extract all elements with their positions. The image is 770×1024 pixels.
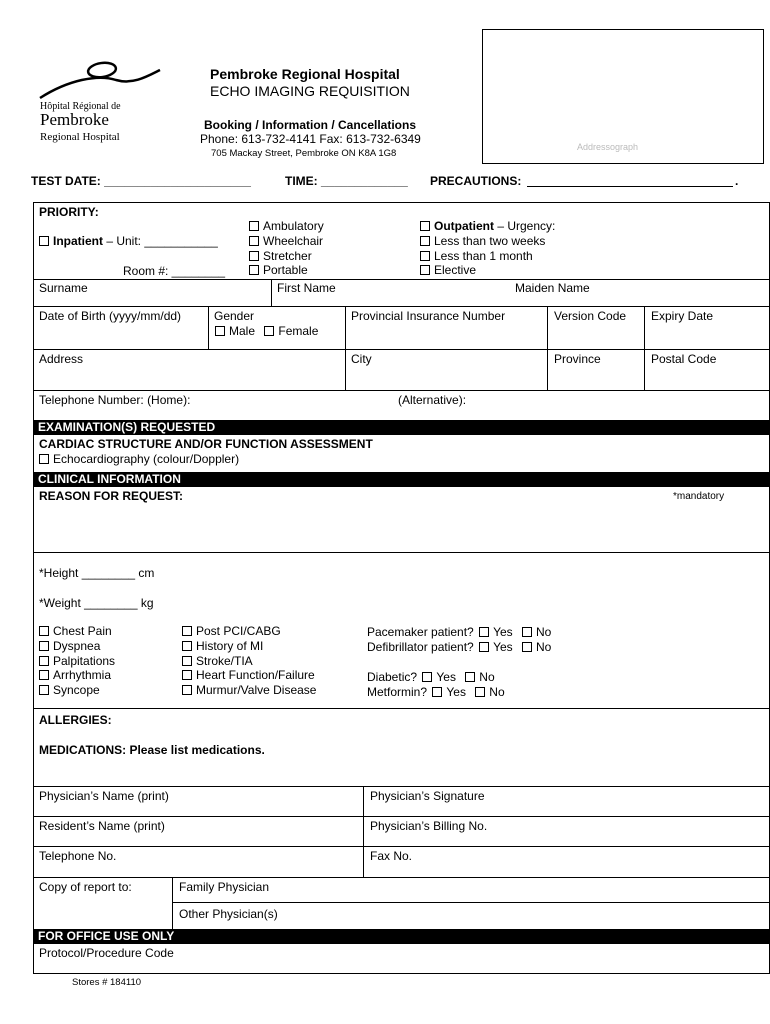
option-label: Chest Pain bbox=[53, 624, 112, 638]
yes-label: Yes bbox=[493, 640, 513, 654]
phone-fax: Phone: 613-732-4141 Fax: 613-732-6349 bbox=[200, 132, 421, 146]
logo-line3: Regional Hospital bbox=[40, 131, 120, 143]
option-label: Murmur/Valve Disease bbox=[196, 683, 317, 698]
option-label: Less than two weeks bbox=[434, 233, 546, 248]
yes-label: Yes bbox=[446, 685, 466, 699]
home-phone-field[interactable]: Telephone Number: (Home): bbox=[39, 393, 191, 407]
family-physician-field[interactable]: Family Physician bbox=[179, 880, 270, 894]
addressograph-label: Addressograph bbox=[577, 142, 639, 152]
pacemaker-label: Pacemaker patient? bbox=[367, 625, 474, 639]
precautions-label: PRECAUTIONS: bbox=[430, 174, 522, 188]
symptom-chest-pain[interactable] bbox=[39, 624, 115, 639]
weight-field[interactable]: *Weight ________ kg bbox=[39, 596, 154, 610]
option-label: Dyspnea bbox=[53, 638, 101, 653]
history-column bbox=[182, 624, 316, 698]
checkbox[interactable] bbox=[249, 236, 259, 246]
metformin-yes-checkbox[interactable] bbox=[432, 687, 442, 697]
checkbox[interactable] bbox=[39, 641, 49, 651]
checkbox[interactable] bbox=[39, 685, 49, 695]
precautions-line[interactable] bbox=[527, 186, 733, 187]
option-label: History of MI bbox=[196, 638, 264, 653]
exam-section-header: EXAMINATION(S) REQUESTED bbox=[33, 420, 769, 435]
no-label: No bbox=[536, 625, 552, 639]
inpatient-checkbox[interactable] bbox=[39, 236, 49, 246]
checkbox[interactable] bbox=[182, 656, 192, 666]
priority-label: PRIORITY: bbox=[39, 205, 99, 219]
cardiac-assessment-label: CARDIAC STRUCTURE AND/OR FUNCTION ASSESSMENT bbox=[39, 437, 373, 451]
divider bbox=[33, 816, 770, 817]
female-checkbox[interactable] bbox=[264, 326, 274, 336]
address-field[interactable]: Address bbox=[39, 352, 84, 366]
allergies-field[interactable]: ALLERGIES: bbox=[39, 713, 112, 727]
addressograph-box[interactable] bbox=[482, 29, 764, 164]
checkbox[interactable] bbox=[182, 670, 192, 680]
copy-to-label: Copy of report to: bbox=[39, 880, 132, 894]
gender-options bbox=[215, 324, 318, 338]
divider bbox=[33, 390, 770, 391]
telephone-field[interactable]: Telephone No. bbox=[39, 849, 117, 863]
divider bbox=[644, 306, 645, 390]
logo-line1: Hôpital Régional de bbox=[40, 101, 121, 112]
divider bbox=[33, 786, 770, 787]
outpatient-label: Outpatient bbox=[434, 219, 494, 233]
outpatient-option[interactable] bbox=[420, 219, 555, 234]
option-label: Elective bbox=[434, 263, 477, 278]
divider bbox=[363, 786, 364, 877]
urgency-one-month[interactable] bbox=[420, 249, 555, 264]
diabetic-question bbox=[367, 670, 495, 684]
diabetic-yes-checkbox[interactable] bbox=[422, 672, 432, 682]
history-murmur[interactable] bbox=[182, 683, 316, 698]
other-physician-field[interactable]: Other Physician(s) bbox=[179, 907, 278, 921]
divider bbox=[33, 279, 770, 280]
postal-code-field[interactable]: Postal Code bbox=[651, 352, 717, 366]
insurance-number-field[interactable]: Provincial Insurance Number bbox=[351, 309, 506, 323]
room-field[interactable]: Room #: ________ bbox=[123, 264, 226, 278]
defib-no-checkbox[interactable] bbox=[522, 642, 532, 652]
history-heart-failure[interactable] bbox=[182, 668, 316, 683]
metformin-no-checkbox[interactable] bbox=[475, 687, 485, 697]
option-label: Stretcher bbox=[263, 248, 312, 263]
checkbox[interactable] bbox=[39, 656, 49, 666]
defibrillator-question bbox=[367, 640, 551, 654]
option-label: Wheelchair bbox=[263, 233, 324, 248]
stores-number: Stores # 184110 bbox=[72, 977, 142, 988]
form-title: ECHO IMAGING REQUISITION bbox=[210, 83, 410, 99]
height-field[interactable]: *Height ________ cm bbox=[39, 566, 155, 580]
history-pci-cabg[interactable] bbox=[182, 624, 316, 639]
echo-option[interactable] bbox=[39, 452, 239, 466]
yes-label: Yes bbox=[436, 670, 456, 684]
protocol-code-field[interactable]: Protocol/Procedure Code bbox=[39, 946, 174, 960]
clinical-section-header: CLINICAL INFORMATION bbox=[33, 472, 769, 487]
physician-name-field[interactable]: Physician’s Name (print) bbox=[39, 789, 169, 803]
hospital-address: 705 Mackay Street, Pembroke ON K8A 1G8 bbox=[211, 148, 397, 159]
divider bbox=[33, 349, 770, 350]
reason-label: REASON FOR REQUEST: bbox=[39, 489, 184, 503]
maiden-name-field[interactable]: Maiden Name bbox=[515, 281, 590, 295]
metformin-label: Metformin? bbox=[367, 685, 428, 699]
outpatient-checkbox[interactable] bbox=[420, 221, 430, 231]
checkbox[interactable] bbox=[39, 626, 49, 636]
surname-field[interactable]: Surname bbox=[39, 281, 88, 295]
option-label: Portable bbox=[263, 263, 308, 278]
checkbox[interactable] bbox=[420, 236, 430, 246]
checkbox[interactable] bbox=[249, 221, 259, 231]
pacemaker-question bbox=[367, 625, 551, 639]
divider bbox=[33, 552, 770, 553]
diabetic-label: Diabetic? bbox=[367, 670, 418, 684]
checkbox[interactable] bbox=[249, 265, 259, 275]
mobility-portable[interactable] bbox=[249, 263, 324, 278]
male-checkbox[interactable] bbox=[215, 326, 225, 336]
option-label: Post PCI/CABG bbox=[196, 624, 281, 638]
time-field[interactable]: TIME: _____________ bbox=[285, 174, 408, 188]
checkbox[interactable] bbox=[39, 670, 49, 680]
urgency-two-weeks[interactable] bbox=[420, 234, 555, 249]
checkbox[interactable] bbox=[182, 685, 192, 695]
checkbox[interactable] bbox=[420, 251, 430, 261]
pacemaker-yes-checkbox[interactable] bbox=[479, 627, 489, 637]
unit-field[interactable]: – Unit: ___________ bbox=[103, 234, 218, 248]
first-name-field[interactable]: First Name bbox=[277, 281, 336, 295]
pacemaker-no-checkbox[interactable] bbox=[522, 627, 532, 637]
gender-label: Gender bbox=[214, 309, 255, 323]
physician-signature-field[interactable]: Physician’s Signature bbox=[370, 789, 485, 803]
city-field[interactable]: City bbox=[351, 352, 372, 366]
province-field[interactable]: Province bbox=[554, 352, 601, 366]
echo-checkbox[interactable] bbox=[39, 454, 49, 464]
option-label: Heart Function/Failure bbox=[196, 668, 315, 683]
mobility-stretcher[interactable] bbox=[249, 249, 324, 264]
echo-label: Echocardiography (colour/Doppler) bbox=[53, 452, 240, 466]
hospital-logo bbox=[38, 58, 168, 148]
divider bbox=[33, 846, 770, 847]
option-label: Syncope bbox=[53, 683, 100, 698]
metformin-question bbox=[367, 685, 505, 699]
precautions-period: . bbox=[735, 174, 739, 188]
checkbox[interactable] bbox=[182, 641, 192, 651]
no-label: No bbox=[489, 685, 505, 699]
option-label: Palpitations bbox=[53, 653, 116, 668]
option-label: Ambulatory bbox=[263, 219, 324, 233]
history-mi[interactable] bbox=[182, 639, 316, 654]
urgency-label: – Urgency: bbox=[494, 219, 556, 233]
mandatory-note: *mandatory bbox=[673, 491, 725, 502]
dob-field[interactable]: Date of Birth (yyyy/mm/dd) bbox=[39, 309, 182, 323]
inpatient-label: Inpatient bbox=[53, 234, 103, 248]
urgency-elective[interactable] bbox=[420, 263, 555, 278]
divider bbox=[547, 306, 548, 390]
version-code-field[interactable]: Version Code bbox=[554, 309, 627, 323]
divider bbox=[172, 902, 770, 903]
female-label: Female bbox=[278, 324, 319, 338]
divider bbox=[33, 306, 770, 307]
logo-line2: Pembroke bbox=[40, 110, 109, 129]
fax-field[interactable]: Fax No. bbox=[370, 849, 413, 863]
checkbox[interactable] bbox=[249, 251, 259, 261]
office-use-header: FOR OFFICE USE ONLY bbox=[33, 929, 769, 944]
expiry-date-field[interactable]: Expiry Date bbox=[651, 309, 714, 323]
outpatient-options bbox=[420, 219, 555, 278]
defib-yes-checkbox[interactable] bbox=[479, 642, 489, 652]
mobility-ambulatory[interactable] bbox=[249, 219, 324, 234]
mobility-wheelchair[interactable] bbox=[249, 234, 324, 249]
option-label: Arrhythmia bbox=[53, 668, 112, 683]
symptom-dyspnea[interactable] bbox=[39, 639, 115, 654]
no-label: No bbox=[536, 640, 552, 654]
male-label: Male bbox=[229, 324, 256, 338]
defib-label: Defibrillator patient? bbox=[367, 640, 474, 654]
symptom-arrhythmia[interactable] bbox=[39, 668, 115, 683]
symptoms-column bbox=[39, 624, 115, 698]
checkbox[interactable] bbox=[420, 265, 430, 275]
option-label: Less than 1 month bbox=[434, 248, 533, 263]
inpatient-option[interactable] bbox=[39, 234, 218, 248]
divider bbox=[172, 877, 173, 929]
divider bbox=[208, 306, 209, 349]
booking-label: Booking / Information / Cancellations bbox=[204, 118, 417, 132]
resident-name-field[interactable]: Resident’s Name (print) bbox=[39, 819, 165, 833]
divider bbox=[33, 877, 770, 878]
billing-number-field[interactable]: Physician’s Billing No. bbox=[370, 819, 488, 833]
divider bbox=[271, 279, 272, 306]
hospital-name: Pembroke Regional Hospital bbox=[210, 66, 400, 82]
test-date-field[interactable]: TEST DATE: ______________________ bbox=[31, 174, 251, 188]
divider bbox=[33, 708, 770, 709]
option-label: Stroke/TIA bbox=[196, 653, 253, 668]
history-stroke[interactable] bbox=[182, 654, 316, 669]
no-label: No bbox=[479, 670, 495, 684]
symptom-syncope[interactable] bbox=[39, 683, 115, 698]
checkbox[interactable] bbox=[182, 626, 192, 636]
yes-label: Yes bbox=[493, 625, 513, 639]
diabetic-no-checkbox[interactable] bbox=[465, 672, 475, 682]
reason-area[interactable] bbox=[34, 505, 769, 551]
alternative-phone-field[interactable]: (Alternative): bbox=[398, 393, 467, 407]
symptom-palpitations[interactable] bbox=[39, 654, 115, 669]
medications-field[interactable]: MEDICATIONS: Please list medications. bbox=[39, 743, 265, 757]
divider bbox=[345, 306, 346, 390]
mobility-options bbox=[249, 219, 324, 278]
